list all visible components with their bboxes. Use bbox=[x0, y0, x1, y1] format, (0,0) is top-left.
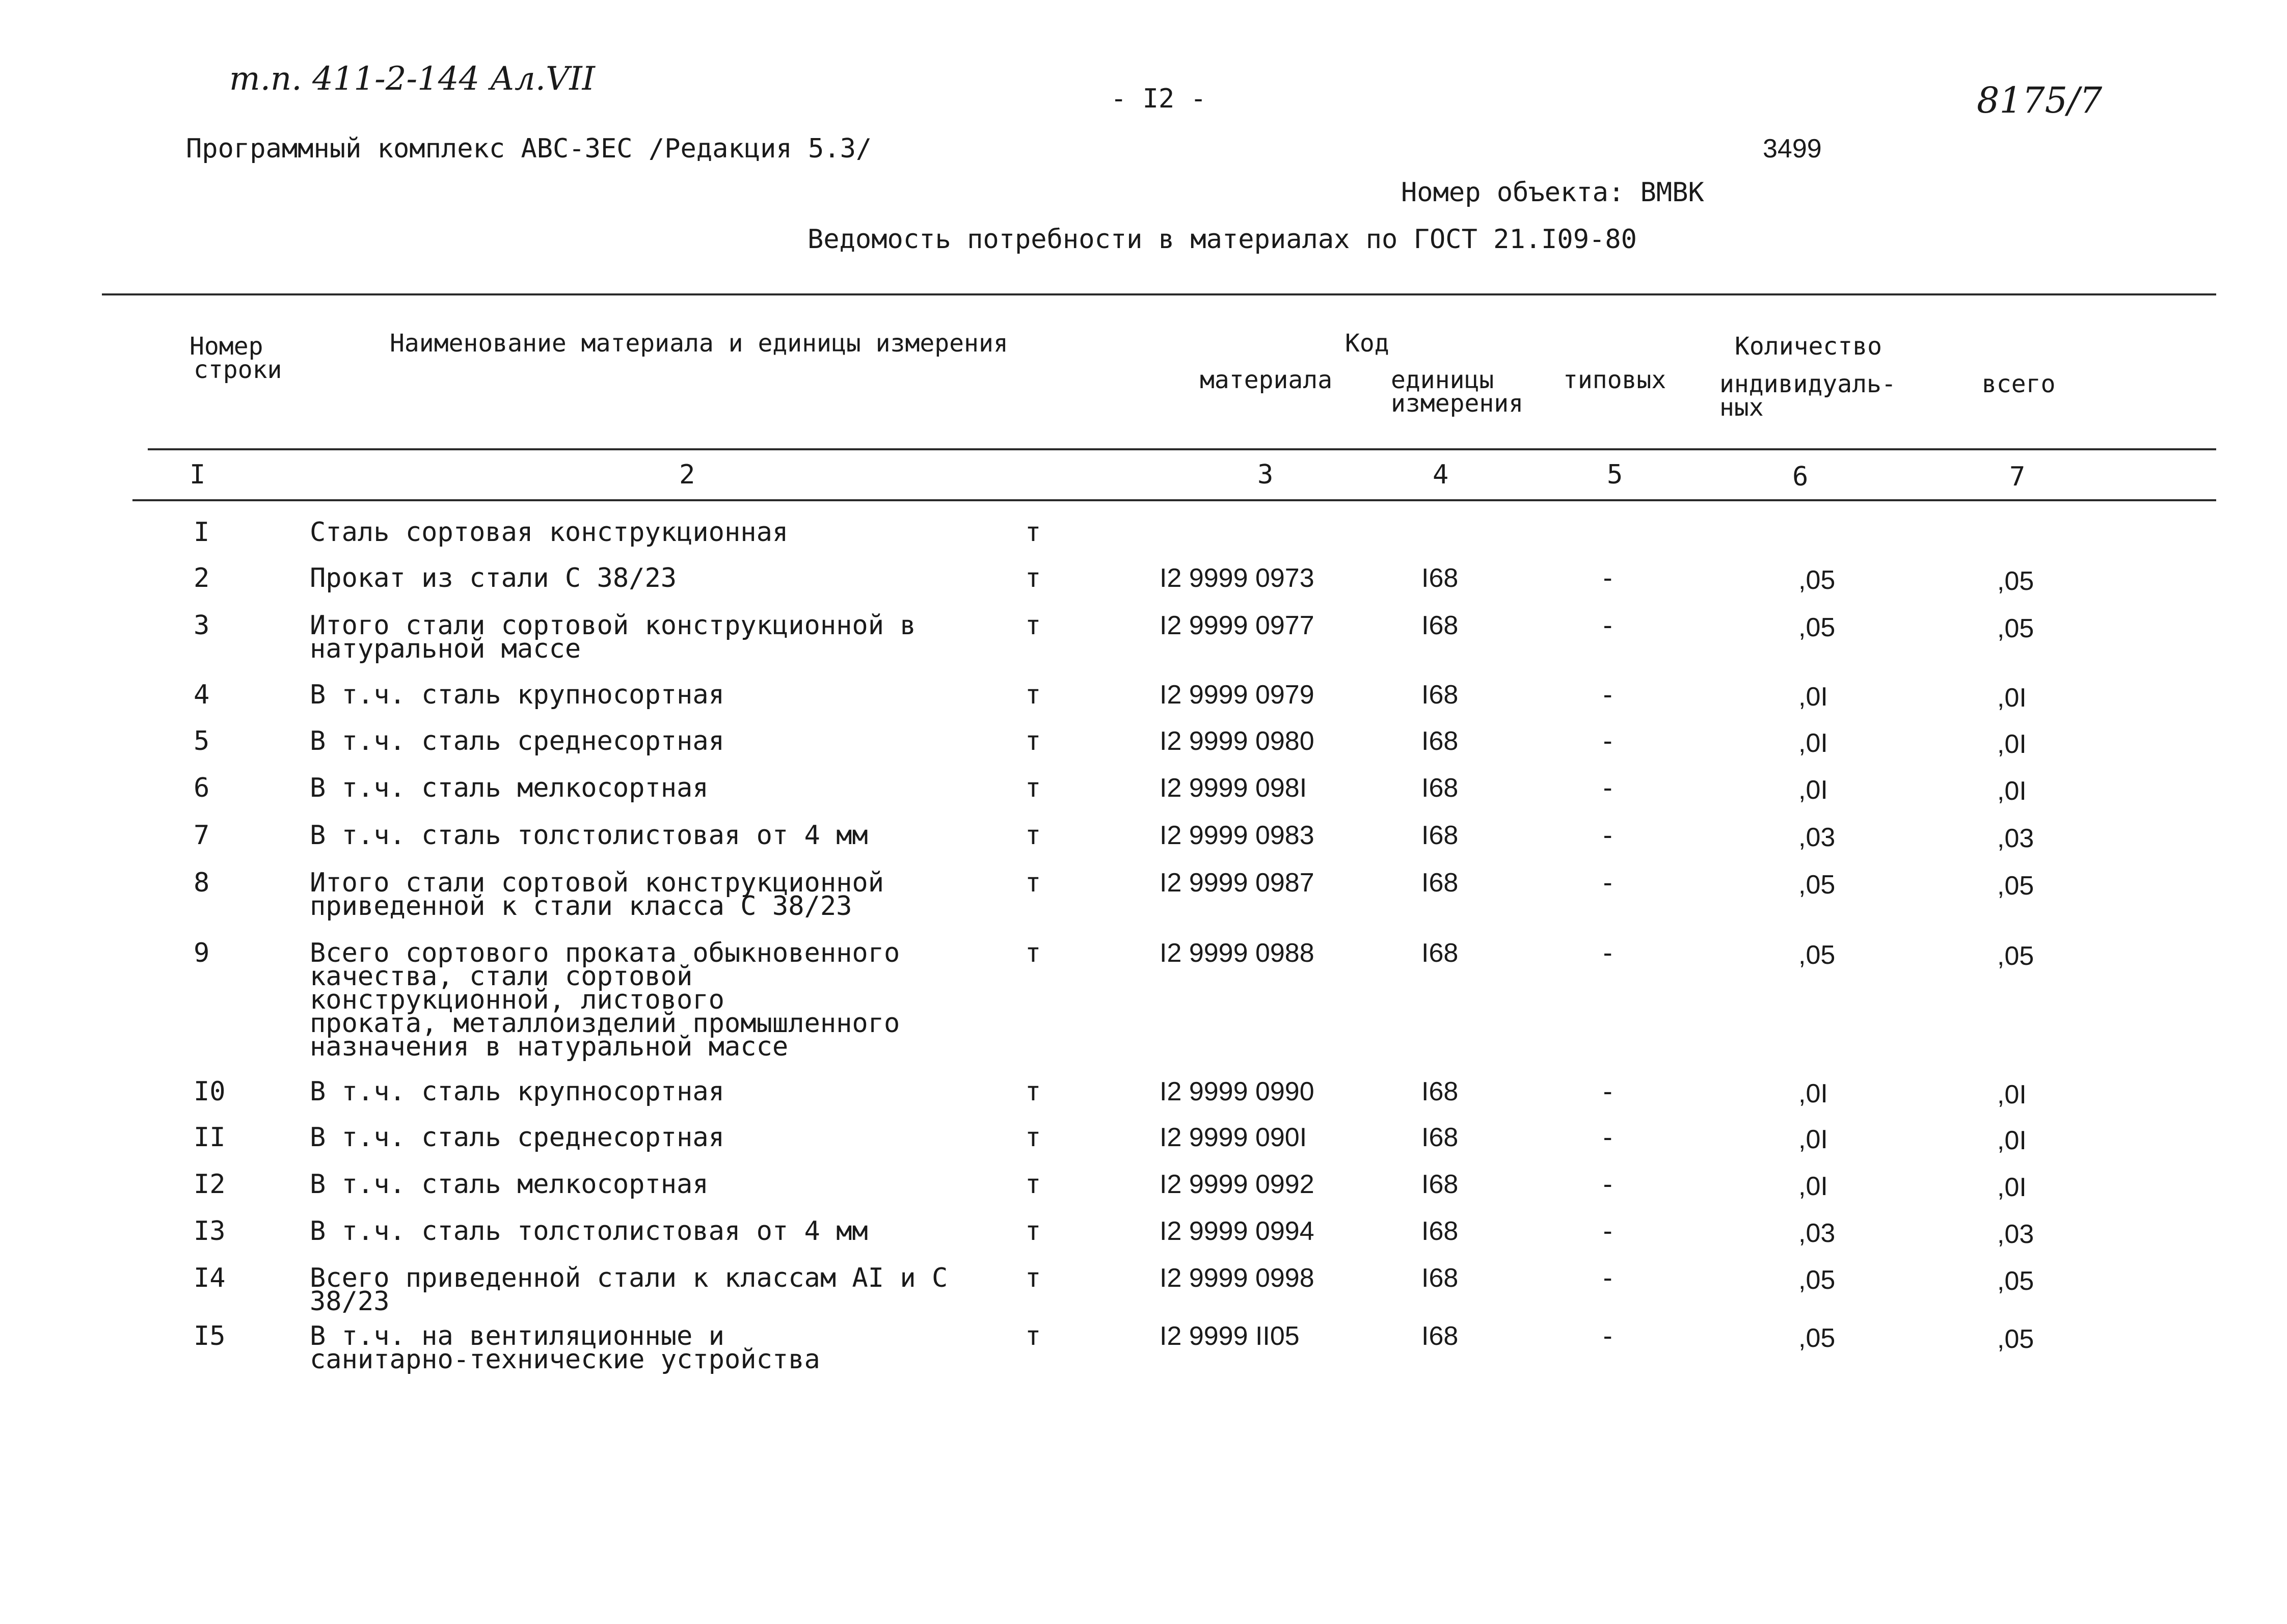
total-quantity: ,03 bbox=[1997, 824, 2034, 853]
unit: т bbox=[1025, 773, 1041, 803]
material-name-line: В т.ч. сталь среднесортная bbox=[310, 1122, 724, 1153]
material-code: I2 9999 0973 bbox=[1160, 563, 1314, 593]
row-number: 6 bbox=[194, 773, 210, 803]
row-number: 8 bbox=[194, 868, 210, 898]
col-number-4: 4 bbox=[1433, 459, 1449, 490]
material-code: I2 9999 0994 bbox=[1160, 1216, 1314, 1246]
unit-code: I68 bbox=[1421, 1263, 1459, 1293]
col-number-2: 2 bbox=[679, 459, 695, 490]
individual-quantity: ,05 bbox=[1798, 613, 1836, 642]
typical-quantity: - bbox=[1600, 938, 1616, 968]
col-unit-code-line1: единицы bbox=[1391, 366, 1494, 394]
page-number: - I2 - bbox=[1111, 84, 1206, 114]
typical-quantity: - bbox=[1600, 820, 1616, 851]
material-name-line: В т.ч. сталь крупносортная bbox=[310, 1076, 724, 1107]
row-number: 2 bbox=[194, 563, 210, 593]
unit-code: I68 bbox=[1421, 773, 1459, 803]
material-code: I2 9999 0977 bbox=[1160, 611, 1314, 640]
total-quantity: ,0I bbox=[1997, 1080, 2027, 1109]
individual-quantity: ,05 bbox=[1798, 565, 1836, 595]
individual-quantity: ,0I bbox=[1798, 728, 1828, 758]
row-number: 4 bbox=[194, 680, 210, 710]
unit: т bbox=[1025, 1169, 1041, 1200]
row-number: II bbox=[194, 1122, 226, 1153]
unit: т bbox=[1025, 820, 1041, 851]
unit: т bbox=[1025, 1321, 1041, 1351]
individual-quantity: ,0I bbox=[1798, 682, 1828, 712]
individual-quantity: ,05 bbox=[1798, 940, 1836, 970]
total-quantity: ,0I bbox=[1997, 1173, 2027, 1202]
unit: т bbox=[1025, 563, 1041, 593]
unit-code: I68 bbox=[1421, 563, 1459, 593]
material-name-line: В т.ч. сталь толстолистовая от 4 мм bbox=[310, 820, 868, 851]
material-code: I2 9999 0979 bbox=[1160, 680, 1314, 710]
header-rule-top bbox=[102, 293, 2216, 295]
unit-code: I68 bbox=[1421, 1321, 1459, 1351]
header-rule-bottom bbox=[132, 499, 2216, 501]
row-number: I3 bbox=[194, 1216, 226, 1247]
col-quantity-group: Количество bbox=[1735, 332, 1882, 361]
col-row-no-line1: Номер bbox=[190, 332, 263, 361]
typical-quantity: - bbox=[1600, 726, 1616, 756]
material-code: I2 9999 0983 bbox=[1160, 821, 1314, 850]
unit-code: I68 bbox=[1421, 938, 1459, 968]
col-number-7: 7 bbox=[2009, 462, 2026, 492]
material-name-line: Прокат из стали С 38/23 bbox=[310, 563, 677, 593]
unit-code: I68 bbox=[1421, 726, 1459, 756]
material-code: I2 9999 0990 bbox=[1160, 1077, 1314, 1106]
col-total: всего bbox=[1982, 370, 2056, 398]
object-number: Номер объекта: ВМВК bbox=[1401, 177, 1704, 208]
unit-code: I68 bbox=[1421, 821, 1459, 850]
col-name-header: Наименование материала и единицы измерения bbox=[390, 329, 1008, 358]
typical-quantity: - bbox=[1600, 1076, 1616, 1107]
individual-quantity: ,05 bbox=[1798, 1265, 1836, 1295]
material-name-line: 38/23 bbox=[310, 1286, 390, 1317]
unit: т bbox=[1025, 1263, 1041, 1293]
material-code: I2 9999 0987 bbox=[1160, 868, 1314, 898]
individual-quantity: ,0I bbox=[1798, 1172, 1828, 1201]
total-quantity: ,0I bbox=[1997, 1126, 2027, 1155]
unit-code: I68 bbox=[1421, 1170, 1459, 1199]
unit-code: I68 bbox=[1421, 611, 1459, 640]
unit: т bbox=[1025, 1076, 1041, 1107]
col-code-group: Код bbox=[1345, 329, 1389, 358]
unit: т bbox=[1025, 517, 1041, 548]
material-code: I2 9999 0988 bbox=[1160, 938, 1314, 968]
col-number-6: 6 bbox=[1792, 462, 1809, 492]
material-name-line: В т.ч. на вентиляционные и bbox=[310, 1321, 724, 1351]
individual-quantity: ,0I bbox=[1798, 1125, 1828, 1154]
unit-code: I68 bbox=[1421, 1216, 1459, 1246]
total-quantity: ,03 bbox=[1997, 1220, 2034, 1249]
material-code: I2 9999 0980 bbox=[1160, 726, 1314, 756]
handwritten-reference: т.п. 411-2-144 Ал.VII bbox=[229, 60, 595, 98]
typical-quantity: - bbox=[1600, 868, 1616, 898]
material-name-line: Итого стали сортовой конструкционной bbox=[310, 868, 884, 898]
material-code: I2 9999 0998 bbox=[1160, 1263, 1314, 1293]
typical-quantity: - bbox=[1600, 680, 1616, 710]
material-name-line: Сталь сортовая конструкционная bbox=[310, 517, 789, 548]
row-number: 3 bbox=[194, 610, 210, 641]
unit-code: I68 bbox=[1421, 680, 1459, 710]
individual-quantity: ,0I bbox=[1798, 775, 1828, 805]
total-quantity: ,0I bbox=[1997, 776, 2027, 806]
material-name-line: Всего приведенной стали к классам АI и С bbox=[310, 1263, 948, 1293]
individual-quantity: ,0I bbox=[1798, 1079, 1828, 1108]
material-name-line: приведенной к стали класса С 38/23 bbox=[310, 891, 852, 922]
header-rule-middle bbox=[148, 448, 2216, 450]
total-quantity: ,05 bbox=[1997, 871, 2034, 901]
unit: т bbox=[1025, 610, 1041, 641]
document-title: Ведомость потребности в материалах по ГОСТ 21.I09-80 bbox=[808, 224, 1637, 255]
unit: т bbox=[1025, 1216, 1041, 1247]
individual-quantity: ,03 bbox=[1798, 1219, 1836, 1248]
total-quantity: ,05 bbox=[1997, 1266, 2034, 1296]
unit-code: I68 bbox=[1421, 868, 1459, 898]
individual-quantity: ,03 bbox=[1798, 823, 1836, 852]
material-code: I2 9999 II05 bbox=[1160, 1321, 1300, 1351]
col-row-no-line2: строки bbox=[194, 356, 282, 384]
typical-quantity: - bbox=[1600, 563, 1616, 593]
material-name-line: назначения в натуральной массе bbox=[310, 1032, 789, 1062]
total-quantity: ,05 bbox=[1997, 566, 2034, 596]
unit: т bbox=[1025, 680, 1041, 710]
typical-quantity: - bbox=[1600, 1263, 1616, 1293]
material-name-line: качества, стали сортовой bbox=[310, 961, 693, 992]
material-name-line: В т.ч. сталь среднесортная bbox=[310, 726, 724, 756]
material-name-line: В т.ч. сталь крупносортная bbox=[310, 680, 724, 710]
row-number: 9 bbox=[194, 938, 210, 968]
col-individual-line1: индивидуаль- bbox=[1719, 370, 1896, 398]
col-number-3: 3 bbox=[1257, 459, 1274, 490]
col-unit-code-line2: измерения bbox=[1391, 389, 1524, 418]
row-number: 7 bbox=[194, 820, 210, 851]
material-name-line: В т.ч. сталь толстолистовая от 4 мм bbox=[310, 1216, 868, 1247]
material-name-line: проката, металлоизделий промышленного bbox=[310, 1008, 900, 1039]
total-quantity: ,0I bbox=[1997, 729, 2027, 759]
material-name-line: конструкционной, листового bbox=[310, 985, 724, 1015]
material-name-line: санитарно-технические устройства bbox=[310, 1344, 820, 1375]
individual-quantity: ,05 bbox=[1798, 1323, 1836, 1353]
handwritten-sheet-number: 8175/7 bbox=[1977, 79, 2103, 121]
document-number: 3499 bbox=[1763, 134, 1822, 164]
total-quantity: ,05 bbox=[1997, 614, 2034, 643]
unit-code: I68 bbox=[1421, 1123, 1459, 1152]
unit: т bbox=[1025, 868, 1041, 898]
typical-quantity: - bbox=[1600, 773, 1616, 803]
unit: т bbox=[1025, 1122, 1041, 1153]
unit: т bbox=[1025, 938, 1041, 968]
typical-quantity: - bbox=[1600, 1122, 1616, 1153]
material-name-line: Итого стали сортовой конструкционной в bbox=[310, 610, 916, 641]
material-name-line: Всего сортового проката обыкновенного bbox=[310, 938, 900, 968]
total-quantity: ,05 bbox=[1997, 1324, 2034, 1354]
typical-quantity: - bbox=[1600, 610, 1616, 641]
unit-code: I68 bbox=[1421, 1077, 1459, 1106]
row-number: I bbox=[194, 517, 210, 548]
col-typical: типовых bbox=[1563, 366, 1666, 394]
typical-quantity: - bbox=[1600, 1169, 1616, 1200]
row-number: I5 bbox=[194, 1321, 226, 1351]
col-material-code: материала bbox=[1200, 366, 1333, 394]
material-name-line: В т.ч. сталь мелкосортная bbox=[310, 773, 709, 803]
row-number: I2 bbox=[194, 1169, 226, 1200]
individual-quantity: ,05 bbox=[1798, 870, 1836, 900]
unit: т bbox=[1025, 726, 1041, 756]
typical-quantity: - bbox=[1600, 1321, 1616, 1351]
program-line: Программный комплекс АВС-3ЕС /Редакция 5.3/ bbox=[186, 133, 872, 164]
col-individual-line2: ных bbox=[1719, 393, 1764, 422]
row-number: I0 bbox=[194, 1076, 226, 1107]
total-quantity: ,0I bbox=[1997, 683, 2027, 713]
total-quantity: ,05 bbox=[1997, 941, 2034, 971]
material-name-line: В т.ч. сталь мелкосортная bbox=[310, 1169, 709, 1200]
typical-quantity: - bbox=[1600, 1216, 1616, 1247]
row-number: 5 bbox=[194, 726, 210, 756]
col-number-1: I bbox=[190, 459, 206, 490]
material-name-line: натуральной массе bbox=[310, 634, 581, 664]
material-code: I2 9999 098I bbox=[1160, 773, 1307, 803]
material-code: I2 9999 090I bbox=[1160, 1123, 1307, 1152]
col-number-5: 5 bbox=[1607, 459, 1623, 490]
row-number: I4 bbox=[194, 1263, 226, 1293]
material-code: I2 9999 0992 bbox=[1160, 1170, 1314, 1199]
